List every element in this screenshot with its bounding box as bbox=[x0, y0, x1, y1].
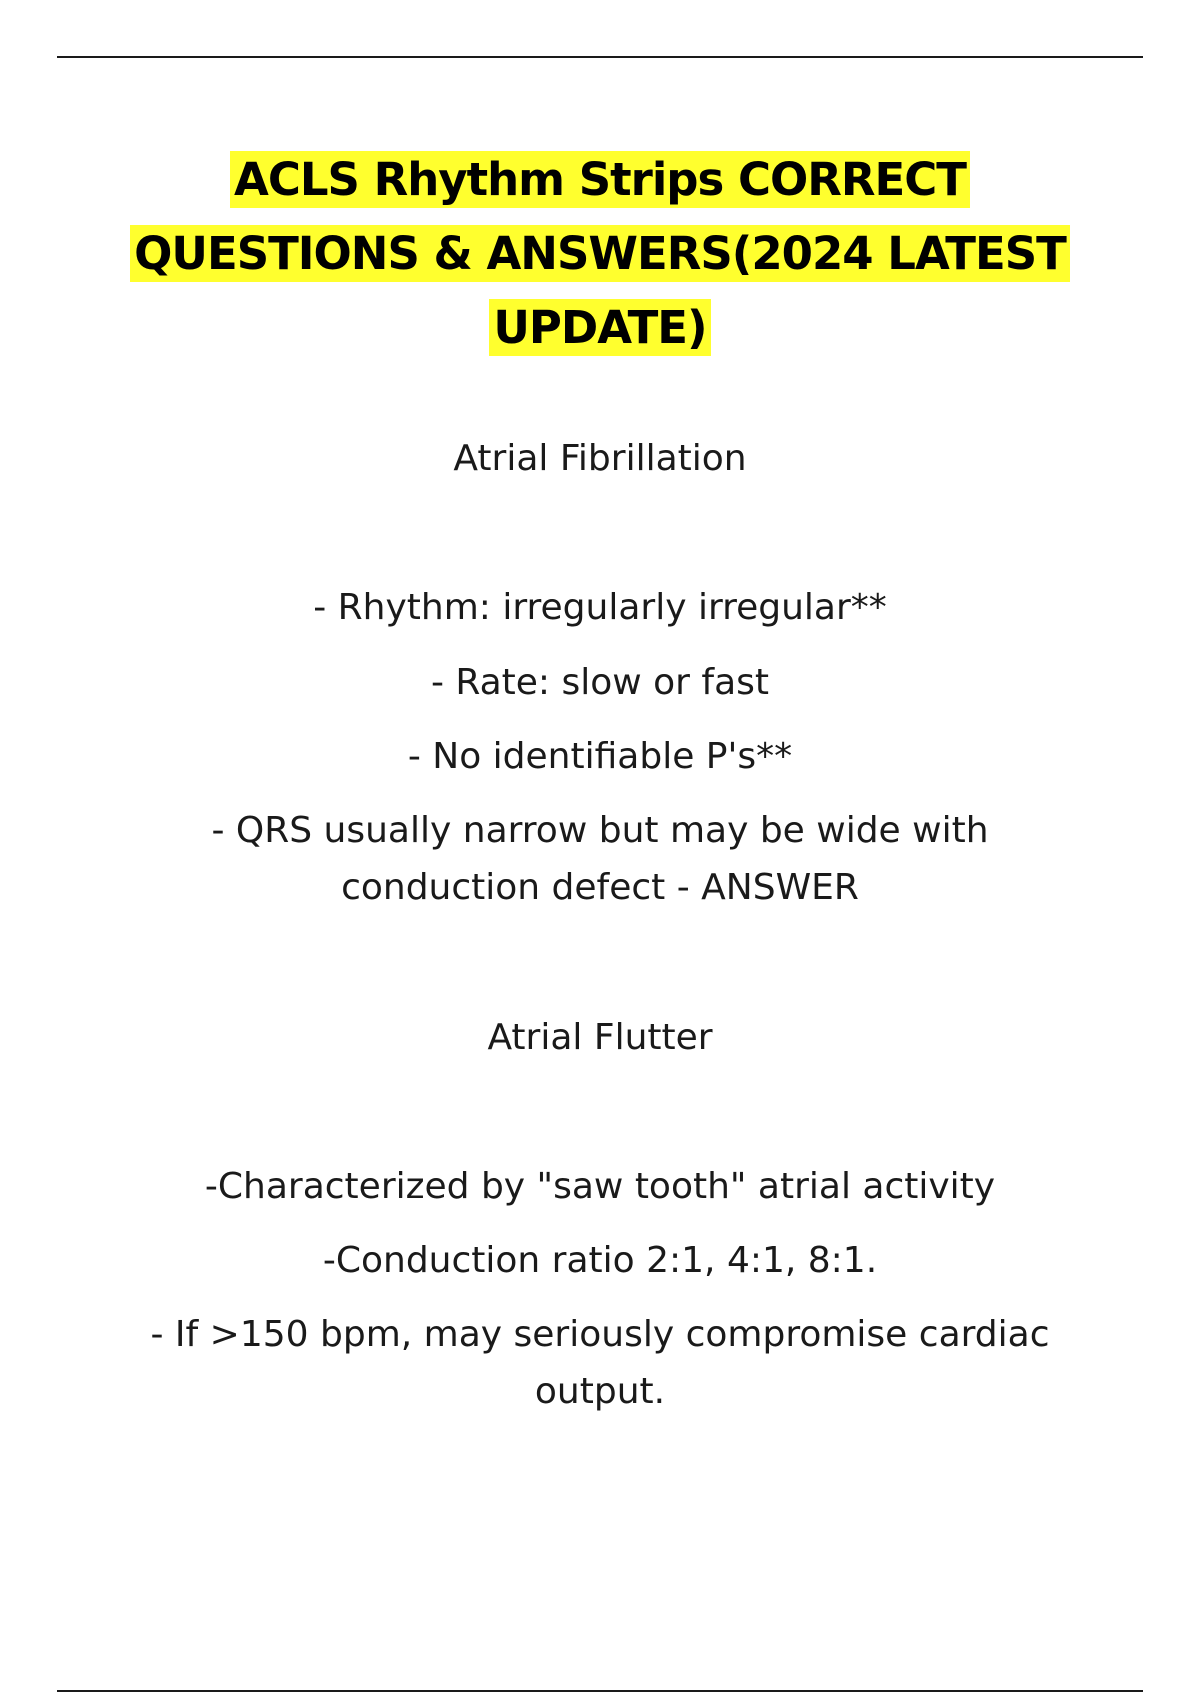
flutter-point-saw-tooth: -Characterized by "saw tooth" atrial activity bbox=[204, 1166, 996, 1207]
afib-point-rate: - Rate: slow or fast bbox=[430, 662, 770, 703]
flutter-point-bpm-cont: output. bbox=[534, 1371, 666, 1412]
document-title bbox=[100, 143, 1100, 365]
afib-point-rhythm: - Rhythm: irregularly irregular** bbox=[313, 587, 887, 628]
flutter-point-conduction: -Conduction ratio 2:1, 4:1, 8:1. bbox=[322, 1240, 878, 1281]
bottom-rule bbox=[57, 1690, 1143, 1692]
afib-point-p-waves: - No identifiable P's** bbox=[407, 736, 793, 777]
flutter-point-bpm: - If >150 bpm, may seriously compromise cardiac bbox=[150, 1314, 1050, 1355]
title-line-1: ACLS Rhythm Strips CORRECT bbox=[230, 151, 970, 208]
top-rule bbox=[57, 56, 1143, 58]
section-heading-atrial-fibrillation: Atrial Fibrillation bbox=[453, 438, 747, 479]
title-line-2: QUESTIONS & ANSWERS(2024 LATEST bbox=[130, 225, 1070, 282]
afib-point-qrs: - QRS usually narrow but may be wide with bbox=[211, 810, 989, 851]
section-heading-atrial-flutter: Atrial Flutter bbox=[487, 1017, 713, 1058]
afib-point-qrs-cont: conduction defect - ANSWER bbox=[341, 867, 859, 908]
title-line-3: UPDATE) bbox=[489, 299, 710, 356]
